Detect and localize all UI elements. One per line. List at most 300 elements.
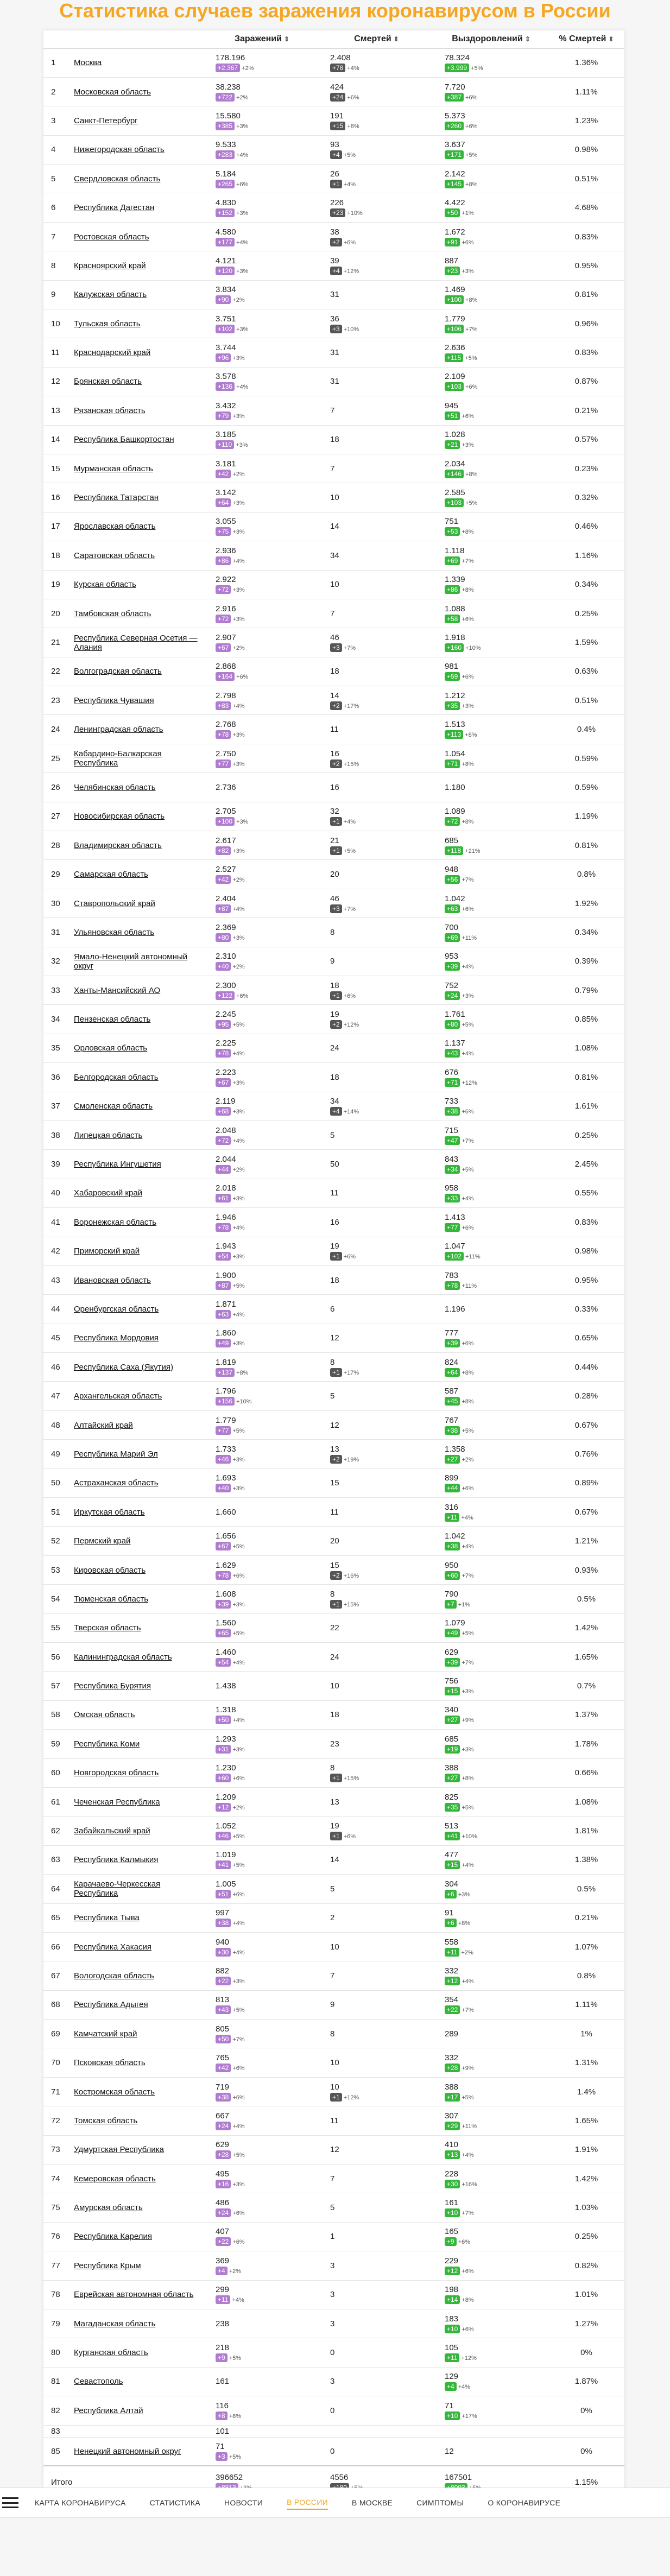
deaths-cell: 5 bbox=[319, 1121, 434, 1149]
region-link[interactable]: Калужская область bbox=[74, 290, 147, 300]
region-link[interactable]: Волгоградская область bbox=[74, 667, 162, 676]
table-row bbox=[43, 338, 624, 367]
cases-cell: 116 +8 +8% bbox=[205, 2396, 319, 2425]
delta-percent: +6% bbox=[236, 674, 249, 681]
delta-badge: +2 bbox=[330, 1455, 342, 1464]
death-rate: 1.21% bbox=[548, 1527, 624, 1555]
delta-percent: +5% bbox=[232, 1282, 245, 1289]
row-index: 63 bbox=[43, 1845, 73, 1874]
region-link[interactable]: Ставропольский край bbox=[74, 898, 155, 908]
table-row bbox=[43, 802, 624, 831]
delta-badge: +31 bbox=[216, 1745, 231, 1754]
death-rate: 1.36% bbox=[548, 48, 624, 77]
sort-icon: ⇕ bbox=[393, 35, 399, 43]
death-rate: 0.65% bbox=[548, 1324, 624, 1352]
region-link[interactable]: Мурманская область bbox=[74, 464, 153, 473]
region-link[interactable]: Пермский край bbox=[74, 1536, 131, 1546]
delta-badge: +11 bbox=[445, 1948, 459, 1957]
region-link[interactable]: Рязанская область bbox=[74, 406, 146, 415]
delta-percent: +3% bbox=[236, 210, 249, 217]
table-row bbox=[43, 77, 624, 106]
menu-icon[interactable] bbox=[2, 2497, 18, 2508]
death-rate: 0.8% bbox=[548, 1961, 624, 1990]
nav-item[interactable]: СТАТИСТИКА bbox=[149, 2498, 200, 2507]
region-link[interactable]: Республика Марий Эл bbox=[74, 1449, 158, 1459]
row-index: 53 bbox=[43, 1555, 73, 1584]
row-index: 55 bbox=[43, 1613, 73, 1642]
delta-percent: +5% bbox=[229, 2355, 242, 2362]
region-link[interactable]: Смоленская область bbox=[74, 1102, 153, 1111]
death-rate: 0.96% bbox=[548, 309, 624, 338]
region-name bbox=[73, 715, 205, 744]
region-link[interactable]: Республика Карелия bbox=[74, 2232, 152, 2242]
page-title: Статистика случаев заражения коронавирусом в России bbox=[59, 0, 611, 22]
region-link[interactable]: Ленинградская область bbox=[74, 725, 163, 735]
deaths-cell: 34 bbox=[319, 541, 434, 570]
table-row bbox=[43, 1034, 624, 1062]
region-name bbox=[73, 2367, 205, 2396]
delta-badge: +102 bbox=[445, 1252, 464, 1261]
row-index: 2 bbox=[43, 77, 73, 106]
cases-cell: 1.819 +137 +8% bbox=[205, 1353, 319, 1382]
delta-percent: +8% bbox=[462, 1775, 474, 1782]
delta-badge: +3 bbox=[330, 904, 342, 913]
death-rate: 1.11% bbox=[548, 77, 624, 106]
death-rate: 0.5% bbox=[548, 1585, 624, 1613]
region-link[interactable]: Самарская область bbox=[74, 870, 148, 879]
delta-badge: +1 bbox=[330, 991, 342, 1000]
deaths-cell: 3 bbox=[319, 2367, 434, 2396]
deaths-cell: 7 bbox=[319, 599, 434, 628]
region-link[interactable]: Ивановская область bbox=[74, 1275, 151, 1285]
cases-cell: 4.580 +177 +4% bbox=[205, 222, 319, 251]
delta-percent: +15% bbox=[343, 1775, 359, 1782]
region-link[interactable]: Забайкальский край bbox=[74, 1826, 150, 1836]
table-row bbox=[43, 1555, 624, 1584]
region-link[interactable]: Республика Башкортостан bbox=[74, 435, 174, 445]
region-link[interactable]: Кемеровская область bbox=[74, 2174, 156, 2183]
cases-cell: 719 +38 +6% bbox=[205, 2077, 319, 2106]
delta-percent: +2% bbox=[232, 471, 245, 478]
delta-percent: +10% bbox=[343, 326, 359, 333]
row-index: 51 bbox=[43, 1498, 73, 1527]
death-rate: 1.42% bbox=[548, 2164, 624, 2193]
delta-badge: +64 bbox=[216, 498, 231, 507]
region-link[interactable]: Республика Бурятия bbox=[74, 1681, 151, 1691]
region-link[interactable]: Санкт-Петербург bbox=[74, 116, 138, 125]
deaths-cell: 11 bbox=[319, 715, 434, 744]
region-name bbox=[73, 396, 205, 425]
region-link[interactable]: Псковская область bbox=[74, 2058, 146, 2068]
delta-badge: +2 bbox=[330, 701, 342, 710]
delta-badge: +46 bbox=[216, 1455, 231, 1464]
row-index: 47 bbox=[43, 1382, 73, 1410]
region-link[interactable]: Ростовская область bbox=[74, 232, 149, 242]
table-row bbox=[43, 425, 624, 454]
deaths-cell: 21 +1 +5% bbox=[319, 831, 434, 860]
recovered-cell: 1.339 +86 +8% bbox=[434, 570, 548, 599]
region-link[interactable]: Калининградская область bbox=[74, 1652, 172, 1662]
row-index: 57 bbox=[43, 1672, 73, 1700]
death-rate: 1% bbox=[548, 2020, 624, 2048]
death-rate: 1.38% bbox=[548, 1845, 624, 1874]
death-rate: 1.01% bbox=[548, 2280, 624, 2309]
delta-badge: +44 bbox=[445, 1484, 460, 1492]
row-index: 36 bbox=[43, 1063, 73, 1092]
region-link[interactable]: Тверская область bbox=[74, 1623, 141, 1633]
delta-percent: +3% bbox=[232, 2181, 245, 2188]
death-rate: 1.08% bbox=[548, 1034, 624, 1062]
row-index: 74 bbox=[43, 2164, 73, 2193]
cases-cell: 218 +9 +5% bbox=[205, 2338, 319, 2367]
region-link[interactable]: Костромская область bbox=[74, 2087, 155, 2097]
delta-badge: +10 bbox=[445, 2412, 460, 2420]
cases-cell: 407 +22 +6% bbox=[205, 2222, 319, 2251]
recovered-cell: 1.212 +35 +3% bbox=[434, 686, 548, 715]
delta-percent: +5% bbox=[232, 1630, 245, 1637]
row-index: 31 bbox=[43, 918, 73, 947]
region-name bbox=[73, 1063, 205, 1092]
region-link[interactable]: Архангельская область bbox=[74, 1391, 162, 1401]
row-index: 83 bbox=[43, 2425, 73, 2437]
row-index: 61 bbox=[43, 1787, 73, 1816]
recovered-cell: 948 +56 +7% bbox=[434, 860, 548, 889]
region-link[interactable]: Республика Мордовия bbox=[74, 1333, 159, 1343]
delta-percent: +11% bbox=[462, 934, 477, 941]
row-index: 52 bbox=[43, 1527, 73, 1555]
delta-percent: +2% bbox=[232, 1167, 245, 1174]
nav-item[interactable]: СИМПТОМЫ bbox=[416, 2498, 464, 2507]
table-row bbox=[43, 2280, 624, 2309]
region-name bbox=[73, 1469, 205, 1497]
row-index: 60 bbox=[43, 1758, 73, 1787]
region-link[interactable]: Астраханская область bbox=[74, 1478, 159, 1488]
delta-percent: +7% bbox=[462, 2210, 474, 2217]
delta-percent: +6% bbox=[465, 94, 478, 101]
region-link[interactable]: Оренбургская область bbox=[74, 1304, 159, 1314]
region-link[interactable]: Севастополь bbox=[74, 2377, 123, 2387]
recovered-cell bbox=[434, 2425, 548, 2437]
region-link[interactable]: Челябинская область bbox=[74, 782, 156, 792]
region-link[interactable]: Республика Крым bbox=[74, 2261, 141, 2270]
delta-badge: +83 bbox=[216, 701, 231, 710]
header-death-rate[interactable]: % Смертей ⇕ bbox=[548, 30, 624, 48]
delta-badge: +64 bbox=[445, 1368, 460, 1377]
region-link[interactable]: Приморский край bbox=[74, 1246, 140, 1256]
delta-percent: +17% bbox=[462, 2413, 477, 2420]
death-rate: 1.78% bbox=[548, 1730, 624, 1758]
region-link[interactable]: Свердловская область bbox=[74, 174, 161, 183]
delta-badge: +27 bbox=[445, 1716, 460, 1724]
region-link[interactable]: Ненецкий автономный округ bbox=[74, 2446, 181, 2456]
region-name bbox=[73, 1730, 205, 1758]
region-link[interactable]: Тульская область bbox=[74, 319, 141, 328]
delta-percent: +6% bbox=[462, 906, 474, 913]
recovered-cell: 1.413 +77 +6% bbox=[434, 1208, 548, 1237]
death-rate: 0.66% bbox=[548, 1758, 624, 1787]
recovered-cell: 71 +10 +17% bbox=[434, 2396, 548, 2425]
delta-percent: +8% bbox=[236, 1369, 249, 1376]
deaths-cell: 19 +1 +6% bbox=[319, 1237, 434, 1265]
recovered-cell: 354 +22 +7% bbox=[434, 1990, 548, 2019]
region-link[interactable]: Ульяновская область bbox=[74, 927, 155, 937]
region-link[interactable]: Московская область bbox=[74, 87, 151, 97]
region-link[interactable]: Республика Чувашия bbox=[74, 695, 154, 705]
nav-item[interactable]: НОВОСТИ bbox=[224, 2498, 263, 2507]
region-name bbox=[73, 1410, 205, 1439]
region-name bbox=[73, 744, 205, 773]
cases-cell: 2.310 +40 +2% bbox=[205, 947, 319, 976]
region-link[interactable]: Томская область bbox=[74, 2116, 138, 2125]
row-index: 66 bbox=[43, 1932, 73, 1961]
delta-badge: +106 bbox=[445, 325, 464, 333]
table-row bbox=[43, 106, 624, 135]
recovered-cell: 790 +7 +1% bbox=[434, 1585, 548, 1613]
region-link[interactable]: Орловская область bbox=[74, 1043, 148, 1053]
delta-badge: +3 bbox=[330, 325, 342, 333]
region-link[interactable]: Кировская область bbox=[74, 1565, 146, 1575]
cases-cell: 9.533 +283 +4% bbox=[205, 135, 319, 164]
recovered-cell: 129 +4 +4% bbox=[434, 2367, 548, 2396]
cases-cell: 2.736 bbox=[205, 773, 319, 802]
row-index: 68 bbox=[43, 1990, 73, 2019]
delta-percent: +3% bbox=[462, 702, 474, 710]
region-link[interactable]: Алтайский край bbox=[74, 1420, 133, 1430]
nav-item[interactable]: В МОСКВЕ bbox=[352, 2498, 393, 2507]
region-link[interactable]: Брянская область bbox=[74, 377, 142, 387]
death-rate: 0.87% bbox=[548, 367, 624, 396]
region-link[interactable]: Хабаровский край bbox=[74, 1188, 143, 1198]
delta-badge: +77 bbox=[445, 1223, 460, 1232]
region-link[interactable]: Ханты-Мансийский АО bbox=[74, 985, 161, 995]
region-link[interactable]: Тюменская область bbox=[74, 1594, 149, 1604]
deaths-cell: 22 bbox=[319, 1613, 434, 1642]
deaths-cell: 10 +1 +12% bbox=[319, 2077, 434, 2106]
region-link[interactable]: Кабардино-Балкарская Республика bbox=[74, 749, 162, 768]
delta-badge: +13 bbox=[445, 2150, 460, 2159]
region-link[interactable]: Курская область bbox=[74, 580, 136, 590]
nav-item[interactable]: КАРТА КОРОНАВИРУСА bbox=[35, 2498, 126, 2507]
delta-percent: +8% bbox=[347, 123, 359, 130]
table-row bbox=[43, 396, 624, 425]
region-link[interactable]: Еврейская автономная область bbox=[74, 2290, 194, 2300]
death-rate: 0.34% bbox=[548, 918, 624, 947]
stats-table bbox=[43, 30, 624, 2498]
row-index: 17 bbox=[43, 512, 73, 541]
delta-percent: +8% bbox=[465, 297, 478, 304]
death-rate: 0.83% bbox=[548, 1208, 624, 1237]
header-recovered[interactable]: Выздоровлений ⇕ bbox=[434, 30, 548, 48]
death-rate: 0.7% bbox=[548, 1672, 624, 1700]
delta-badge: +4 bbox=[330, 150, 342, 159]
region-link[interactable]: Республика Алтай bbox=[74, 2406, 143, 2415]
region-link[interactable]: Республика Татарстан bbox=[74, 493, 159, 503]
region-link[interactable]: Красноярский край bbox=[74, 261, 146, 270]
sort-icon: ⇕ bbox=[524, 35, 530, 43]
region-link[interactable]: Амурская область bbox=[74, 2203, 143, 2213]
region-name bbox=[73, 512, 205, 541]
region-name bbox=[73, 2425, 205, 2437]
region-link[interactable]: Республика Адыгея bbox=[74, 2000, 148, 2010]
region-link[interactable]: Республика Саха (Якутия) bbox=[74, 1362, 174, 1372]
table-row bbox=[43, 483, 624, 512]
region-link[interactable]: Новосибирская область bbox=[74, 812, 165, 821]
recovered-cell: 2.585 +103 +5% bbox=[434, 483, 548, 512]
region-link[interactable]: Краснодарский край bbox=[74, 348, 151, 358]
region-link[interactable]: Магаданская область bbox=[74, 2319, 156, 2328]
death-rate: 0.89% bbox=[548, 1469, 624, 1497]
region-link[interactable]: Чеченская Республика bbox=[74, 1797, 160, 1807]
delta-percent: +4% bbox=[232, 1311, 245, 1318]
recovered-cell: 685 +19 +3% bbox=[434, 1730, 548, 1758]
delta-badge: +28 bbox=[445, 2064, 460, 2072]
region-link[interactable]: Республика Дагестан bbox=[74, 203, 155, 213]
delta-percent: +3% bbox=[458, 1891, 471, 1898]
cases-cell: 1.209 +12 +2% bbox=[205, 1787, 319, 1816]
delta-badge: +44 bbox=[216, 1165, 231, 1174]
region-link[interactable]: Ямало-Ненецкий автономный округ bbox=[74, 952, 188, 971]
delta-percent: +3% bbox=[232, 529, 245, 536]
region-link[interactable]: Карачаево-Черкесская Республика bbox=[74, 1879, 161, 1898]
row-index: 67 bbox=[43, 1961, 73, 1990]
table-row bbox=[43, 599, 624, 628]
death-rate: 0.8% bbox=[548, 860, 624, 889]
table-row bbox=[43, 1730, 624, 1758]
delta-badge: +100 bbox=[216, 817, 235, 826]
region-link[interactable]: Саратовская область bbox=[74, 550, 155, 560]
delta-percent: +3% bbox=[462, 442, 474, 449]
row-index: 3 bbox=[43, 106, 73, 135]
delta-badge: +38 bbox=[445, 1542, 460, 1550]
row-index: 34 bbox=[43, 1005, 73, 1034]
delta-badge: +47 bbox=[445, 1136, 460, 1145]
region-link[interactable]: Москва bbox=[74, 58, 102, 68]
delta-percent: +4% bbox=[232, 1949, 245, 1956]
delta-badge: +63 bbox=[216, 1310, 231, 1319]
death-rate: 1.03% bbox=[548, 2193, 624, 2222]
deaths-cell: 10 bbox=[319, 2048, 434, 2077]
death-rate: 1.11% bbox=[548, 1990, 624, 2019]
delta-badge: +14 bbox=[445, 2295, 460, 2304]
region-link[interactable]: Иркутская область bbox=[74, 1507, 145, 1517]
delta-percent: +8% bbox=[462, 1398, 474, 1406]
region-link[interactable]: Республика Калмыкия bbox=[74, 1855, 159, 1865]
region-link[interactable]: Курганская область bbox=[74, 2348, 148, 2358]
delta-percent: +1% bbox=[458, 1601, 471, 1608]
death-rate: 1.65% bbox=[548, 1642, 624, 1671]
region-link[interactable]: Вологодская область bbox=[74, 1971, 154, 1980]
region-name bbox=[73, 1961, 205, 1990]
region-link[interactable]: Пензенская область bbox=[74, 1015, 151, 1024]
region-link[interactable]: Воронежская область bbox=[74, 1217, 157, 1227]
recovered-cell: 228 +30 +16% bbox=[434, 2164, 548, 2193]
row-index: 79 bbox=[43, 2309, 73, 2338]
header-cases[interactable]: Заражений ⇕ bbox=[205, 30, 319, 48]
region-link[interactable]: Республика Хакасия bbox=[74, 1942, 152, 1952]
cases-cell: 997 +38 +4% bbox=[205, 1903, 319, 1932]
delta-badge: +22 bbox=[445, 2005, 460, 2014]
region-name bbox=[73, 2048, 205, 2077]
row-index: 37 bbox=[43, 1092, 73, 1121]
recovered-cell: 1.028 +21 +3% bbox=[434, 425, 548, 454]
region-link[interactable]: Тамбовская область bbox=[74, 609, 151, 618]
region-link[interactable]: Белгородская область bbox=[74, 1072, 159, 1082]
table-row bbox=[43, 1410, 624, 1439]
deaths-cell: 6 bbox=[319, 1295, 434, 1324]
death-rate: 0.95% bbox=[548, 251, 624, 280]
death-rate: 0.28% bbox=[548, 1382, 624, 1410]
deaths-cell: 16 +2 +15% bbox=[319, 744, 434, 773]
recovered-cell: 558 +11 +2% bbox=[434, 1932, 548, 1961]
header-deaths[interactable]: Смертей ⇕ bbox=[319, 30, 434, 48]
region-link[interactable]: Ярославская область bbox=[74, 522, 156, 531]
cases-cell: 1.629 +78 +6% bbox=[205, 1555, 319, 1584]
delta-percent: +6% bbox=[343, 992, 356, 999]
region-link[interactable]: Республика Тыва bbox=[74, 1913, 140, 1923]
nav-item[interactable]: В РОССИИ bbox=[287, 2496, 328, 2510]
delta-percent: +7% bbox=[232, 2036, 245, 2043]
deaths-cell: 32 +1 +4% bbox=[319, 802, 434, 831]
region-link[interactable]: Владимирская область bbox=[74, 840, 162, 850]
delta-percent: +5% bbox=[462, 1022, 474, 1029]
cases-cell: 71 +3 +5% bbox=[205, 2437, 319, 2466]
deaths-cell: 5 bbox=[319, 2193, 434, 2222]
delta-percent: +3% bbox=[232, 1456, 245, 1463]
delta-percent: +6% bbox=[462, 616, 474, 623]
cases-cell: 3.578 +136 +4% bbox=[205, 367, 319, 396]
region-link[interactable]: Камчатский край bbox=[74, 2029, 137, 2039]
region-name bbox=[73, 1237, 205, 1265]
row-index: 27 bbox=[43, 802, 73, 831]
delta-percent: +5% bbox=[462, 1167, 474, 1174]
region-link[interactable]: Омская область bbox=[74, 1710, 135, 1720]
table-row bbox=[43, 1005, 624, 1034]
table-row bbox=[43, 1237, 624, 1265]
delta-percent: +4% bbox=[232, 2297, 244, 2304]
cases-cell: 1.660 bbox=[205, 1498, 319, 1527]
delta-badge: +43 bbox=[445, 1049, 460, 1058]
region-link[interactable]: Нижегородская область bbox=[74, 145, 165, 155]
delta-percent: +6% bbox=[462, 674, 474, 681]
cases-cell: 2.798 +83 +4% bbox=[205, 686, 319, 715]
region-name bbox=[73, 686, 205, 715]
table-row bbox=[43, 1150, 624, 1179]
deaths-cell: 14 +2 +17% bbox=[319, 686, 434, 715]
cases-cell: 238 bbox=[205, 2309, 319, 2338]
delta-badge: +9 bbox=[216, 2353, 227, 2362]
cases-cell: 1.871 +63 +4% bbox=[205, 1295, 319, 1324]
death-rate: 0.81% bbox=[548, 280, 624, 309]
table-row bbox=[43, 367, 624, 396]
delta-percent: +3% bbox=[232, 1079, 245, 1086]
delta-badge: +86 bbox=[445, 585, 460, 594]
delta-badge: +59 bbox=[445, 672, 460, 681]
nav-item[interactable]: О КОРОНАВИРУСЕ bbox=[488, 2498, 561, 2507]
region-link[interactable]: Удмуртская Республика bbox=[74, 2145, 164, 2155]
row-index: 77 bbox=[43, 2251, 73, 2280]
region-link[interactable]: Республика Северная Осетия — Алания bbox=[74, 633, 198, 652]
region-link[interactable]: Республика Коми bbox=[74, 1739, 140, 1749]
row-index: 40 bbox=[43, 1179, 73, 1207]
death-rate: 0.51% bbox=[548, 164, 624, 193]
recovered-cell: 2.034 +146 +8% bbox=[434, 454, 548, 483]
deaths-cell: 424 +24 +6% bbox=[319, 77, 434, 106]
region-link[interactable]: Новгородская область bbox=[74, 1768, 159, 1778]
deaths-cell: 8 bbox=[319, 918, 434, 947]
delta-percent: +4% bbox=[462, 2152, 474, 2159]
region-link[interactable]: Липецкая область bbox=[74, 1130, 143, 1140]
region-link[interactable]: Республика Ингушетия bbox=[74, 1160, 161, 1169]
